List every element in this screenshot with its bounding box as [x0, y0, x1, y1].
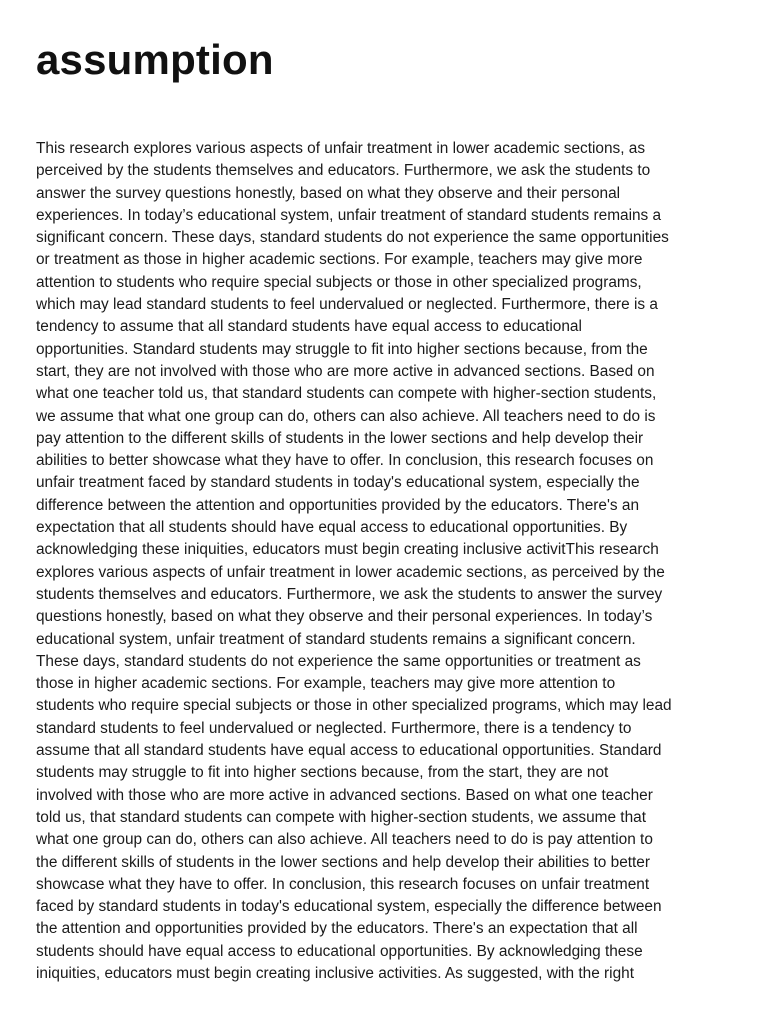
body-paragraph	[36, 138, 733, 985]
paragraph-line: significant concern. These days, standard students do not experience the same opportunities	[36, 229, 669, 247]
paragraph-line: faced by standard students in today's educational system, especially the difference between	[36, 898, 662, 916]
paragraph-line: These days, standard students do not experience the same opportunities or treatment as	[36, 652, 641, 670]
paragraph-line: assume that all standard students have equal access to educational opportunities. Standard	[36, 742, 662, 760]
paragraph-line: perceived by the students themselves and educators. Furthermore, we ask the students to	[36, 162, 651, 180]
paragraph-line: abilities to better showcase what they have to offer. In conclusion, this research focuses on	[36, 452, 654, 470]
paragraph-line: answer the survey questions honestly, based on what they observe and their personal	[36, 184, 621, 202]
paragraph-line: experiences. In today’s educational system, unfair treatment of standard students remains a	[36, 206, 662, 224]
paragraph-line: explores various aspects of unfair treatment in lower academic sections, as perceived by the	[36, 563, 665, 581]
paragraph-line: opportunities. Standard students may struggle to fit into higher sections because, from the	[36, 340, 648, 358]
paragraph-line: told us, that standard students can compete with higher-section students, we assume that	[36, 808, 646, 826]
paragraph-line: the attention and opportunities provided by the educators. There's an expectation that all	[36, 920, 638, 938]
paragraph-line: students themselves and educators. Furthermore, we ask the students to answer the survey	[36, 585, 663, 603]
paragraph-line: unfair treatment faced by standard students in today's educational system, especially the	[36, 474, 640, 492]
paragraph-line: what one teacher told us, that standard students can compete with higher-section students,	[36, 385, 657, 403]
paragraph-line: tendency to assume that all standard students have equal access to educational	[36, 318, 582, 336]
paragraph-line: which may lead standard students to feel undervalued or neglected. Furthermore, there is a	[36, 296, 658, 314]
paragraph-line: expectation that all students should have equal access to educational opportunities. By	[36, 519, 628, 537]
paragraph-line: difference between the attention and opportunities provided by the educators. There's an	[36, 496, 640, 514]
paragraph-line: involved with those who are more active in advanced sections. Based on what one teacher	[36, 786, 653, 804]
paragraph-line: This research explores various aspects of unfair treatment in lower academic sections, as	[36, 140, 646, 157]
paragraph-line: the different skills of students in the lower sections and help develop their abilities to better	[36, 853, 650, 871]
paragraph-line: pay attention to the different skills of students in the lower sections and help develop their	[36, 429, 644, 447]
page-title: assumption	[36, 36, 274, 83]
paragraph-line: what one group can do, others can also achieve. All teachers need to do is pay attention to	[36, 831, 653, 849]
paragraph-line: acknowledging these iniquities, educators must begin creating inclusive activitThis research	[36, 541, 659, 559]
paragraph-line: standard students to feel undervalued or neglected. Furthermore, there is a tendency to	[36, 719, 632, 737]
paragraph-line: start, they are not involved with those who are more active in advanced sections. Based on	[36, 362, 655, 380]
paragraph-line: those in higher academic sections. For example, teachers may give more attention to	[36, 675, 616, 693]
paragraph-line: students who require special subjects or those in other specialized programs, which may lead	[36, 697, 672, 715]
paragraph-line: attention to students who require special subjects or those in other specialized programs,	[36, 273, 642, 291]
paragraph-line: iniquities, educators must begin creating inclusive activities. As suggested, with the right	[36, 964, 634, 982]
paragraph-line: we assume that what one group can do, others can also achieve. All teachers need to do is	[36, 407, 656, 425]
paragraph-line: students may struggle to fit into higher sections because, from the start, they are not	[36, 764, 609, 782]
paragraph-line: or treatment as those in higher academic sections. For example, teachers may give more	[36, 251, 643, 269]
paragraph-line: questions honestly, based on what they observe and their personal experiences. In today’s	[36, 608, 653, 626]
paragraph-line: students should have equal access to educational opportunities. By acknowledging these	[36, 942, 643, 960]
paragraph-line: educational system, unfair treatment of standard students remains a significant concern.	[36, 630, 636, 648]
paragraph-line: showcase what they have to offer. In conclusion, this research focuses on unfair treatment	[36, 875, 650, 893]
